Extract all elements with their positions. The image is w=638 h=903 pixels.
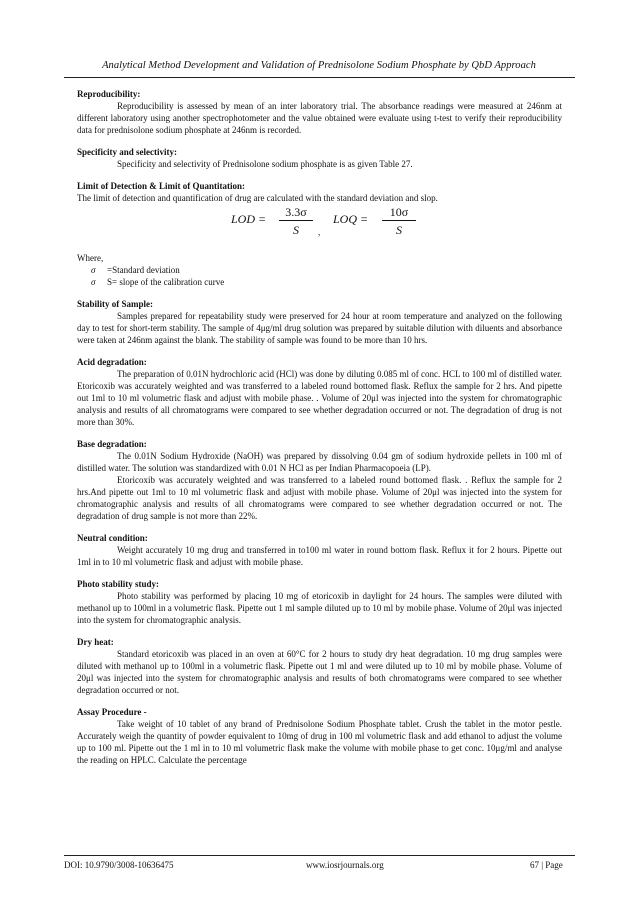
section-heading: Photo stability study:: [77, 579, 160, 589]
paragraph: The 0.01N Sodium Hydroxide (NaOH) was prepared by dissolving 0.04 gm of sodium hydroxide pellets in 100 ml of distilled water. The solution was standardized with 0.01 N HCl as per Indian Pharmacopoeia (LP).: [77, 451, 562, 473]
footer-doi: DOI: 10.9790/3008-10636475: [64, 860, 174, 870]
paragraph: Standard etoricoxib was placed in an oven at 60°C for 2 hours to study dry heat degradation. 10 mg drug samples were diluted with methanol up to 100ml in a volumetric flask. Pipette out 1 ml and were diluted up to 10 ml by mobile phase. Volume of 20μl was injected into the system for chromatographic analysis and results of both chromatograms were compared to see whether degradation occurred or not.: [77, 649, 562, 695]
lod-loq-formula: [77, 204, 562, 244]
section-heading: Base degradation:: [77, 439, 147, 449]
paragraph: Reproducibility is assessed by mean of an inter laboratory trial. The absorbance readings were measured at 246nm at different laboratory using another spectrophotometer and the value obtained were evaluate using t-test to verify their reproducibility data for prednisolone sodium phosphate at 246nm is recorded.: [77, 101, 562, 135]
section-neutral-condition: [77, 532, 562, 568]
loq-fraction: [382, 204, 416, 239]
loq-numerator: 10σ: [382, 204, 416, 221]
paragraph: The preparation of 0.01N hydrochloric acid (HCl) was done by diluting 0.085 ml of conc. HCL to 100 ml of distilled water. Etoricoxib was accurately weighted and was transferred to a labeled round bottomed flask. Reflux the sample for 2 hrs. And pipette out 1ml to 10 ml volumetric flask and adjust with mobile phase. . Volume of 20μl was injected into the system for chromatographic analysis and results of all chromatograms were compared to see whether degradation occurred or not. The degradation of drug is not more than 30%.: [77, 369, 562, 427]
section-heading: Neutral condition:: [77, 533, 148, 543]
lod-numerator: 3.3σ: [279, 204, 313, 221]
definition-sigma: [91, 264, 562, 276]
lod-label: LOD =: [231, 212, 267, 226]
definition-slope: [91, 276, 562, 288]
section-heading: Assay Procedure -: [77, 707, 147, 717]
paragraph: Specificity and selectivity of Prednisolone sodium phosphate is as given Table 27.: [117, 159, 413, 169]
section-heading: Stability of Sample:: [77, 299, 154, 309]
section-base-degradation: [77, 438, 562, 522]
header-rule: [64, 77, 575, 78]
section-lod-loq: [77, 180, 562, 288]
section-reproducibility: [77, 88, 562, 136]
lod-denominator: S: [293, 223, 299, 237]
page-body: [77, 88, 562, 776]
section-acid-degradation: [77, 356, 562, 428]
paragraph: Photo stability was performed by placing 10 mg of etoricoxib in daylight for 24 hours. The samples were diluted with methanol up to 100ml in a volumetric flask. Pipette out 1 ml sample diluted up to 10 ml by mobile phase. Volume of 20μl was injected into the system for chromatographic analysis.: [77, 591, 562, 625]
section-dry-heat: [77, 636, 562, 696]
section-heading: Acid degradation:: [77, 357, 147, 367]
section-heading: Specificity and selectivity:: [77, 147, 177, 157]
sigma-symbol: σ: [91, 265, 96, 275]
section-photo-stability: [77, 578, 562, 626]
footer-site-link[interactable]: www.iosrjournals.org: [306, 860, 384, 870]
paragraph: Samples prepared for repeatability study were preserved for 24 hour at room temperature and analyzed on the following day to test for short-term stability. The sample of 4μg/ml drug solution was prepared by suitable dilution with diluents and absorbance were taken at 246nm against the blank. The stability of sample was found to be more than 10 hrs.: [77, 311, 562, 345]
paragraph: Etoricoxib was accurately weighted and was transferred to a labeled round bottomed flask. . Reflux the sample for 2 hrs.And pipette out 1ml to 10 ml volumetric flask and adjust with mobile phase. Volume of 20μl was injected into the system for chromatographic analysis and results of all chromatograms were compared to see whether degradation occurred or not. The degradation of drug sample is not more than 22%.: [77, 475, 562, 521]
paragraph: Weight accurately 10 mg drug and transferred in to100 ml water in round bottom flask. Reflux it for 2 hours. Pipette out 1ml in to 10 ml volumetric flask and adjust with mobile phase.: [77, 545, 562, 567]
where-label: Where,: [77, 253, 104, 263]
section-assay-procedure: [77, 706, 562, 766]
footer-page-number: 67 | Page: [530, 860, 563, 870]
running-header: Analytical Method Development and Validation of Prednisolone Sodium Phosphate by QbD Approach: [102, 60, 536, 71]
definition-text: =Standard deviation: [107, 265, 180, 275]
loq-label: LOQ =: [333, 212, 369, 226]
section-heading: Limit of Detection & Limit of Quantitation:: [77, 181, 245, 191]
section-heading: Reproducibility:: [77, 89, 141, 99]
definition-text: S= slope of the calibration curve: [107, 277, 225, 287]
paragraph: The limit of detection and quantification of drug are calculated with the standard deviation and slop.: [77, 193, 438, 203]
paragraph: Take weight of 10 tablet of any brand of Prednisolone Sodium Phosphate tablet. Crush the tablet in the motor pestle. Accurately weigh the quantity of powder equivalent to 10mg of drug in 100 ml volumetric flask and add ethanol to adjust the volume up to 100 ml. Pipette out the 1 ml in to 10 ml volumetric flask make the volume with mobile phase to get conc. 10μg/ml and analyse the reading on HPLC. Calculate the percentage: [77, 719, 562, 765]
sigma-symbol: σ: [91, 277, 96, 287]
footer-rule: [64, 855, 575, 856]
lod-fraction: [279, 204, 313, 239]
formula-separator: ,: [318, 227, 321, 237]
section-specificity: [77, 146, 562, 170]
loq-denominator: S: [396, 223, 402, 237]
section-stability: [77, 298, 562, 346]
section-heading: Dry heat:: [77, 637, 114, 647]
